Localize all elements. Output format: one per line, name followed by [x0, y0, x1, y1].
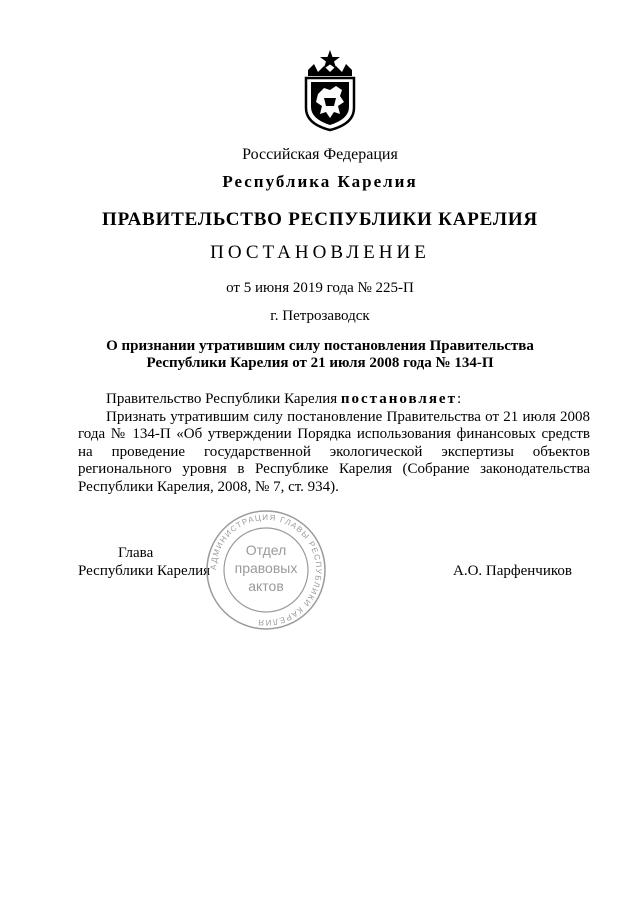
stamp-line-3: актов	[248, 578, 284, 594]
intro-text: Правительство Республики Карелия	[106, 391, 341, 407]
official-stamp	[204, 508, 328, 632]
title-line-1: О признании утратившим силу постановления Правительства	[106, 338, 534, 354]
government-name: ПРАВИТЕЛЬСТВО РЕСПУБЛИКИ КАРЕЛИЯ	[102, 209, 538, 230]
country-name: Российская Федерация	[242, 146, 398, 163]
intro-verb: постановляет	[340, 391, 457, 407]
stamp-ring-text: АДМИНИСТРАЦИЯ ГЛАВЫ РЕСПУБЛИКИ КАРЕЛИЯ	[208, 512, 324, 628]
karelia-coat-of-arms-icon	[300, 48, 360, 132]
main-paragraph: Признать утратившим силу постановление Правительства от 21 июля 2008 года № 134-П «Об утверждении Порядка использования финансовых средств на проведение государственной экологической экспертизы объектов регионального уровня в Республике Карелия (Собрание законодательства Республики Карелия, 2008, № 7, ст. 934).	[78, 408, 590, 495]
city: г. Петрозаводск	[270, 308, 370, 324]
signatory-name: А.О. Парфенчиков	[453, 563, 572, 579]
intro-end: :	[456, 391, 462, 407]
stamp-line-2: правовых	[234, 560, 298, 576]
document-body	[78, 391, 590, 496]
title-line-2: Республики Карелия от 21 июля 2008 года № 134-П	[146, 355, 494, 371]
date-number: от 5 июня 2019 года № 225-П	[226, 280, 414, 296]
republic-name: Республика Карелия	[222, 172, 418, 191]
signature-title: Глава	[118, 545, 154, 561]
intro-paragraph	[78, 391, 590, 409]
document-title	[0, 338, 640, 372]
stamp-line-1: Отдел	[245, 542, 287, 558]
document-type: ПОСТАНОВЛЕНИЕ	[210, 242, 430, 263]
signature-region: Республики Карелия	[78, 563, 211, 579]
